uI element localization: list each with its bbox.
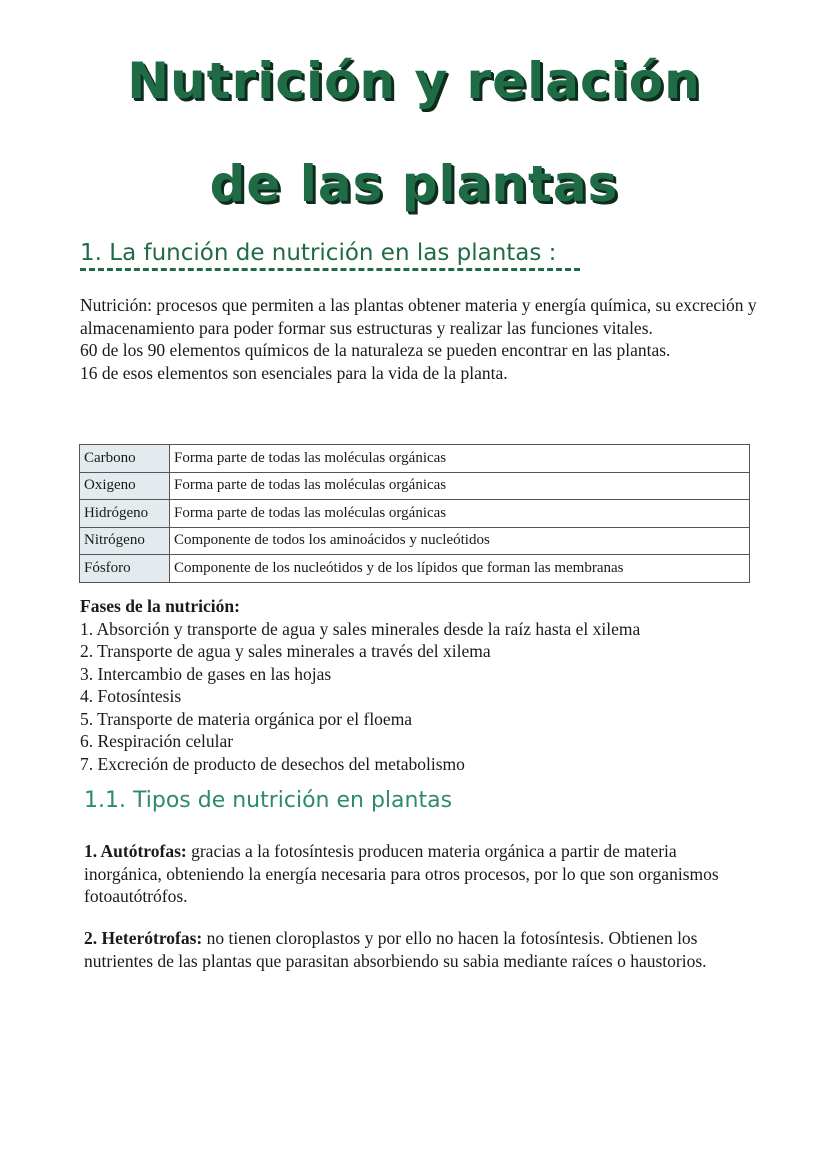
elements-table <box>79 444 750 583</box>
paragraph: 60 de los 90 elementos químicos de la naturaleza se pueden encontrar en las plantas. <box>80 340 671 360</box>
element-cell: Nitrógeno <box>80 527 170 555</box>
list-item: 6. Respiración celular <box>80 731 234 751</box>
list-item: 3. Intercambio de gases en las hojas <box>80 663 332 684</box>
table-row <box>80 555 750 583</box>
element-cell: Carbono <box>80 445 170 473</box>
role-cell: Forma parte de todas las moléculas orgánicas <box>170 500 750 528</box>
heterotrofas-paragraph <box>84 927 754 972</box>
table-row <box>80 472 750 500</box>
list-item: 7. Excreción de producto de desechos del metabolismo <box>80 753 465 774</box>
table-row <box>80 445 750 473</box>
autotrofas-paragraph <box>84 840 754 908</box>
autotrofas-text: gracias a la fotosíntesis producen materia orgánica a partir de materia inorgánica, obteniendo la energía necesaria para otros procesos, por lo que son organismos fotoautótrófos. <box>84 841 719 906</box>
intro-text <box>80 294 760 384</box>
title-line-2: de las plantas <box>209 155 619 213</box>
role-cell: Componente de los nucleótidos y de los lípidos que forman las membranas <box>170 555 750 583</box>
role-cell: Forma parte de todas las moléculas orgánicas <box>170 445 750 473</box>
table-row <box>80 500 750 528</box>
section-1-1-heading: 1.1. Tipos de nutrición en plantas <box>84 788 453 813</box>
title-line-1: Nutrición y relación <box>127 52 701 110</box>
phases-heading: Fases de la nutrición: <box>80 596 240 616</box>
element-cell: Hidrógeno <box>80 500 170 528</box>
phases-list <box>80 595 760 775</box>
list-item: 5. Transporte de materia orgánica por el floema <box>80 708 413 729</box>
list-item: 4. Fotosíntesis <box>80 686 182 706</box>
section-1-heading: 1. La función de nutrición en las plantas : <box>80 240 580 271</box>
list-item: 1. Absorción y transporte de agua y sales minerales desde la raíz hasta el xilema <box>80 618 641 639</box>
paragraph: 16 de esos elementos son esenciales para la vida de la planta. <box>80 362 508 383</box>
table-row <box>80 527 750 555</box>
heterotrofas-label: 2. Heterótrofas: <box>84 928 203 948</box>
autotrofas-label: 1. Autótrofas: <box>84 841 187 861</box>
element-cell: Oxigeno <box>80 472 170 500</box>
role-cell: Componente de todos los aminoácidos y nucleótidos <box>170 527 750 555</box>
role-cell: Forma parte de todas las moléculas orgánicas <box>170 472 750 500</box>
heterotrofas-text: no tienen cloroplastos y por ello no hacen la fotosíntesis. Obtienen los nutrientes de las plantas que parasitan absorbiendo su sabia mediante raíces o haustorios. <box>84 928 707 971</box>
paragraph: Nutrición: procesos que permiten a las plantas obtener materia y energía química, su excreción y almacenamiento para poder formar sus estructuras y realizar las funciones vitales. <box>80 295 757 338</box>
list-item: 2. Transporte de agua y sales minerales a través del xilema <box>80 641 491 661</box>
element-cell: Fósforo <box>80 555 170 583</box>
